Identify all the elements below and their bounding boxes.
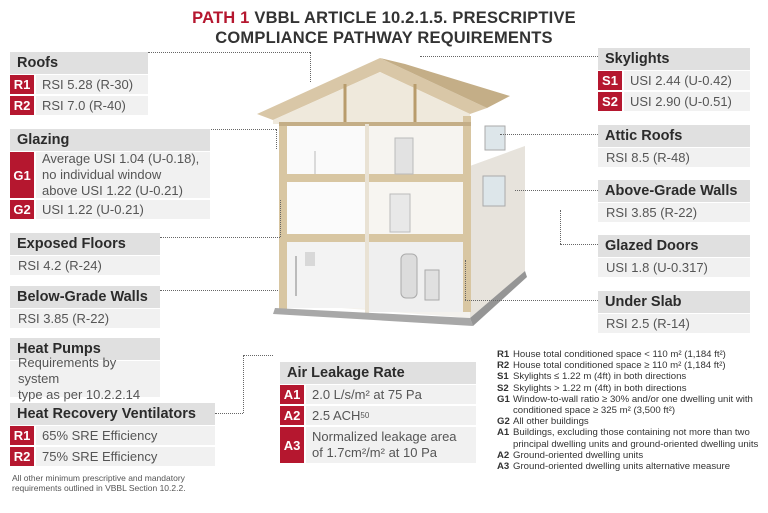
legend-text: Window-to-wall ratio ≥ 30% and/or one dwelling unit with conditioned space ≥ 325 m² (3,500 ft²) [513,393,753,417]
diagram-title-line-2: COMPLIANCE PATHWAY REQUIREMENTS [215,29,553,47]
roofs-r2-tag: R2 [10,96,34,115]
legend-entry [497,427,762,449]
skylights-s1-value: USI 2.44 (U-0.42) [624,71,750,90]
skylights-s2-tag: S2 [598,92,622,111]
legend-text: House total conditioned space ≥ 110 m² (1,184 ft²) [513,360,726,372]
leader-line-under-slab-rise [465,260,466,300]
roofs-r1-tag: R1 [10,75,34,94]
air-leakage-a1-value: 2.0 L/s/m² at 75 Pa [306,385,476,404]
air-leakage-a2-value [306,406,476,425]
legend-key: A2 [497,449,510,461]
glazing-g1-line-2: no individual window [42,167,162,182]
hrv-r1-value: 65% SRE Efficiency [36,426,215,445]
hrv-r2-tag: R2 [10,447,34,466]
legend-text: Ground-oriented dwelling units [513,449,644,461]
heat-pumps-line-1: Requirements by system [18,355,117,386]
below-grade-walls-header: Below-Grade Walls [10,286,160,308]
legend-key: R1 [497,349,510,360]
above-grade-walls-header: Above-Grade Walls [598,180,750,202]
heat-pumps-header: Heat Pumps [10,338,160,360]
under-slab-value: RSI 2.5 (R-14) [598,314,750,333]
glazed-doors-value: USI 1.8 (U-0.317) [598,258,750,277]
legend-entry [497,360,762,371]
legend-entry [497,416,762,427]
glazing-g2-tag: G2 [10,200,34,219]
leader-line-exposed-floors [160,237,280,238]
leader-line-above-grade-walls [515,190,598,191]
leader-line-hrv-rise [243,355,244,413]
house-cutaway-illustration [255,56,535,331]
glazing-g1-line-3: above USI 1.22 (U-0.21) [42,183,183,198]
air-leakage-a1-tag: A1 [280,385,304,404]
roofs-r2-value: RSI 7.0 (R-40) [36,96,148,115]
leader-line-glazed-doors-h [560,244,598,245]
footnote [12,473,212,493]
legend-entry [497,383,762,394]
legend [497,349,762,472]
leader-line-under-slab [465,300,598,301]
hrv-r2-value: 75% SRE Efficiency [36,447,215,466]
title-line-1-text: VBBL ARTICLE 10.2.1.5. PRESCRIPTIVE [254,9,576,27]
hrv-r2-row [10,447,215,466]
leader-line-glazed-doors [560,210,561,244]
air-leakage-a1-row [280,385,476,404]
glazing-g1-row [10,152,210,198]
legend-key: A1 [497,427,510,439]
diagram-title-line-1 [0,9,768,28]
attic-roofs-header: Attic Roofs [598,125,750,147]
path-label: PATH 1 [192,9,250,27]
footnote-line-2: requirements outlined in VBBL Section 10.2.2. [12,483,186,493]
air-leakage-a3-line-1: Normalized leakage area [312,429,457,444]
legend-key: G2 [497,416,510,428]
legend-text: House total conditioned space < 110 m² (1,184 ft²) [513,349,726,360]
exposed-floors-header: Exposed Floors [10,233,160,255]
legend-text: Skylights > 1.22 m (4ft) in both directions [513,382,687,394]
legend-key: S2 [497,382,509,394]
skylights-s2-value: USI 2.90 (U-0.51) [624,92,750,111]
glazing-g2-row [10,200,210,219]
legend-key: S1 [497,371,509,383]
legend-text: All other buildings [513,416,589,428]
exposed-floors-value: RSI 4.2 (R-24) [10,256,160,275]
leader-line-exposed-floors-rise [280,200,281,237]
legend-entry [497,461,762,472]
legend-entry [497,349,762,360]
legend-key: A3 [497,461,510,473]
glazed-doors-header: Glazed Doors [598,235,750,257]
legend-key: R2 [497,360,510,372]
legend-entry [497,371,762,382]
above-grade-walls-value: RSI 3.85 (R-22) [598,203,750,222]
air-leakage-a2-text: 2.5 ACH [312,407,361,423]
glazing-header: Glazing [10,129,210,151]
skylights-s1-tag: S1 [598,71,622,90]
air-leakage-a3-row [280,427,476,463]
leader-line-skylights [420,56,598,57]
air-leakage-a2-subscript: 50 [360,410,370,420]
hrv-header: Heat Recovery Ventilators [10,403,215,425]
air-leakage-a3-value [306,427,476,463]
glazing-g1-value [36,152,210,198]
legend-text: Skylights ≤ 1.22 m (4ft) in both directions [513,371,687,383]
skylights-header: Skylights [598,48,750,70]
glazing-g1-line-1: Average USI 1.04 (U-0.18), [42,151,200,166]
skylights-s2-row [598,92,750,111]
legend-text: Buildings, excluding those containing not more than two principal dwelling units and ground-oriented dwelling units [513,427,759,450]
leader-line-glazing-drop [276,129,277,149]
hrv-r1-row [10,426,215,445]
legend-text: Ground-oriented dwelling units alternative measure [513,461,731,473]
legend-entry [497,450,762,461]
footnote-line-1: All other minimum prescriptive and mandatory [12,473,185,483]
legend-entry [497,394,762,416]
below-grade-walls-value: RSI 3.85 (R-22) [10,309,160,328]
air-leakage-a2-row [280,406,476,425]
air-leakage-a3-line-2: of 1.7cm²/m² at 10 Pa [312,445,437,460]
roofs-header: Roofs [10,52,148,74]
glazing-g1-tag: G1 [10,152,34,198]
leader-line-roofs [148,52,310,53]
roofs-r1-value: RSI 5.28 (R-30) [36,75,148,94]
leader-line-hrv [215,413,243,414]
heat-pumps-line-2: type as per 10.2.2.14 [18,387,141,402]
glazing-g2-value: USI 1.22 (U-0.21) [36,200,210,219]
air-leakage-a2-tag: A2 [280,406,304,425]
roofs-r1-row [10,75,148,94]
leader-line-attic-roofs [500,134,598,135]
hrv-r1-tag: R1 [10,426,34,445]
skylights-s1-row [598,71,750,90]
roofs-r2-row [10,96,148,115]
attic-roofs-value: RSI 8.5 (R-48) [598,148,750,167]
air-leakage-header: Air Leakage Rate [280,362,476,384]
air-leakage-a3-tag: A3 [280,427,304,463]
leader-line-below-grade-walls [160,290,278,291]
leader-line-hrv-top [243,355,273,356]
under-slab-header: Under Slab [598,291,750,313]
heat-pumps-value [10,355,160,402]
leader-line-roofs-drop [310,52,311,82]
legend-key: G1 [497,393,510,405]
